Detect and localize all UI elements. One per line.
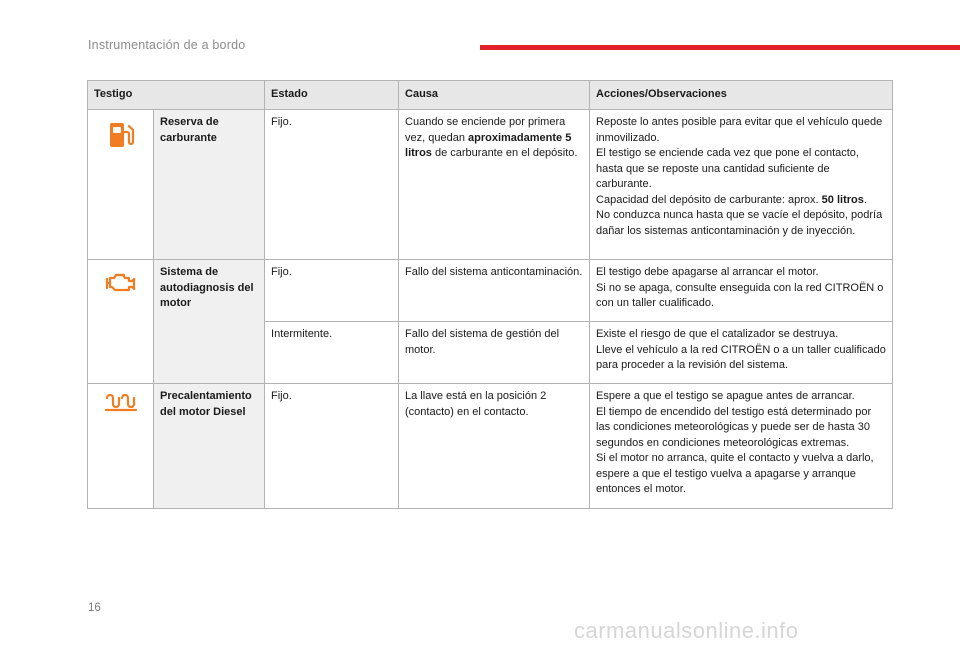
header-accent-bar xyxy=(480,45,960,50)
table-header-row xyxy=(88,81,893,110)
header-acciones: Acciones/Observaciones xyxy=(590,81,893,110)
header-testigo: Testigo xyxy=(88,81,265,110)
estado-cell: Intermitente. xyxy=(265,322,399,384)
acciones-cell: Existe el riesgo de que el catalizador se destruya. Lleve el vehículo a la red CITROËN o a un taller cualificado para proceder a la revisión del sistema. xyxy=(590,322,893,384)
table-row xyxy=(88,110,893,260)
icon-cell xyxy=(88,384,154,509)
header-causa: Causa xyxy=(399,81,590,110)
header-estado: Estado xyxy=(265,81,399,110)
estado-cell: Fijo. xyxy=(265,260,399,322)
icon-cell xyxy=(88,110,154,260)
icon-cell xyxy=(88,260,154,384)
fuel-pump-icon xyxy=(107,120,135,156)
acciones-cell: Espere a que el testigo se apague antes de arrancar. El tiempo de encendido del testigo está determinado por las condiciones meteorológicas y puede ser de hasta 30 segundos en condiciones meteorológicas extremas. Si el motor no arranca, quite el contacto y vuelva a darlo, espere a que el testigo vuelva a apagarse y arranque entonces el motor. xyxy=(590,384,893,509)
causa-cell: La llave está en la posición 2 (contacto) en el contacto. xyxy=(399,384,590,509)
causa-cell: Cuando se enciende por primera vez, quedan aproximadamente 5 litros de carburante en el depósito. xyxy=(399,110,590,260)
warning-name: Sistema de autodiagnosis del motor xyxy=(154,260,265,384)
estado-cell: Fijo. xyxy=(265,384,399,509)
warning-lights-table xyxy=(87,80,893,509)
warning-name: Reserva de carburante xyxy=(154,110,265,260)
watermark: carmanualsonline.info xyxy=(574,618,799,643)
table-row xyxy=(88,260,893,322)
acciones-cell: Reposte lo antes posible para evitar que el vehículo quede inmovilizado. El testigo se enciende cada vez que pone el contacto, hasta que se reposte una cantidad suficiente de carburante. Capacidad del depósito de carburante: aprox. 50 litros. No conduzca nunca hasta que se vacíe el depósito, podría dañar los sistemas anticontaminación y de inyección. xyxy=(590,110,893,260)
causa-cell: Fallo del sistema anticontaminación. xyxy=(399,260,590,322)
causa-cell: Fallo del sistema de gestión del motor. xyxy=(399,322,590,384)
warning-name: Precalentamiento del motor Diesel xyxy=(154,384,265,509)
estado-cell: Fijo. xyxy=(265,110,399,260)
engine-icon xyxy=(104,270,138,302)
table-row xyxy=(88,384,893,509)
section-title: Instrumentación de a bordo xyxy=(88,38,246,52)
acciones-cell: El testigo debe apagarse al arrancar el motor. Si no se apaga, consulte enseguida con la red CITROËN o con un taller cualificado. xyxy=(590,260,893,322)
page-number: 16 xyxy=(88,602,101,614)
glow-plug-icon xyxy=(104,394,138,420)
